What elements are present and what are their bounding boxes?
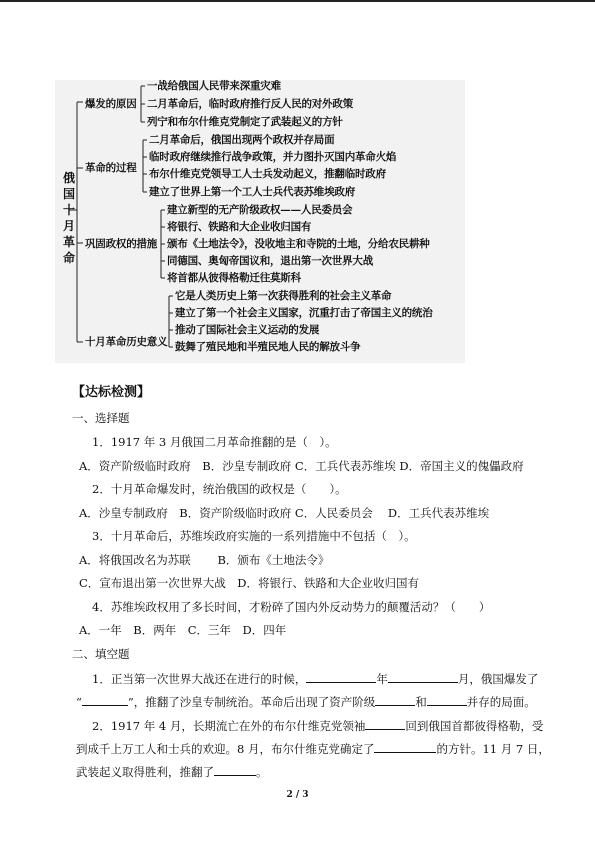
fill-text: 和	[415, 695, 427, 709]
part2-title: 二、填空题	[72, 647, 130, 661]
branch-label-process: 革命的过程	[85, 162, 137, 174]
section-title: 【达标检测】	[72, 385, 151, 400]
fill-text: “	[76, 695, 82, 709]
question-3-options-2: C．宣布退出第一次世界大战 D．将银行、铁路和大企业收归国有	[79, 576, 420, 590]
significance-item: 推动了国际社会主义运动的发展	[175, 324, 320, 336]
question-1-options: A．资产阶级临时政府 B．沙皇专制政府 C．工兵代表苏维埃 D．帝国主义的傀儡政府	[79, 459, 524, 473]
fill-text: 到成千上万工人和士兵的欢迎。8 月，布尔什维克党确定了	[76, 742, 375, 756]
fill-text: 1．正当第一次世界大战还在进行的时候，	[92, 672, 307, 686]
knowledge-diagram	[55, 80, 465, 363]
significance-item: 鼓舞了殖民地和半殖民地人民的解放斗争	[175, 341, 361, 353]
question-3-options-1: A．将俄国改名为苏联 B．颁布《土地法令》	[79, 553, 330, 567]
question-3: 3．十月革命后，苏维埃政府实施的一系列措施中不包括（ ）。	[92, 529, 416, 543]
process-item: 布尔什维克党领导工人士兵发动起义，推翻临时政府	[149, 168, 386, 180]
measure-item: 建立新型的无产阶级政权——人民委员会	[167, 204, 353, 216]
significance-item: 建立了第一个社会主义国家，沉重打击了帝国主义的统治	[175, 307, 433, 319]
answer-blank[interactable]	[427, 694, 467, 706]
branch-label-measures: 巩固政权的措施	[85, 238, 158, 250]
fill-question-2-line-1	[92, 718, 543, 733]
answer-blank[interactable]	[388, 671, 458, 683]
question-4-options: A．一年 B．两年 C．三年 D．四年	[79, 623, 287, 637]
answer-blank[interactable]	[375, 694, 415, 706]
page-number: 2 / 3	[286, 790, 309, 800]
fill-question-1-line-2	[76, 694, 536, 709]
fill-text: 年	[376, 672, 388, 686]
measure-item: 将首都从彼得格勒迁往莫斯科	[167, 272, 301, 284]
branch-label-significance: 十月革命历史意义	[85, 336, 168, 348]
answer-blank[interactable]	[306, 671, 376, 683]
top-rule	[0, 0, 595, 2]
question-1: 1．1917 年 3 月俄国二月革命推翻的是（ ）。	[92, 435, 337, 449]
question-2-options: A．沙皇专制政府 B．资产阶级临时政府 C．人民委员会 D．工兵代表苏维埃	[79, 506, 490, 520]
part1-title: 一、选择题	[72, 411, 130, 425]
fill-question-2-line-3	[76, 764, 268, 779]
fill-text: 月，俄国爆发了	[457, 672, 539, 686]
process-item: 二月革命后，俄国出现两个政权并存局面	[149, 134, 335, 146]
fill-text: 。	[256, 765, 268, 779]
cause-item: 一战给俄国人民带来深重灾难	[147, 80, 281, 92]
cause-item: 二月革命后，临时政府推行反人民的对外政策	[147, 98, 353, 110]
fill-text: 回到俄国首都彼得格勒，受	[405, 719, 544, 733]
fill-question-2-line-2	[76, 741, 550, 756]
process-item: 建立了世界上第一个工人士兵代表苏维埃政府	[149, 186, 355, 198]
branch-label-causes: 爆发的原因	[85, 98, 137, 110]
answer-blank[interactable]	[214, 764, 256, 776]
measure-item: 同德国、奥匈帝国议和，退出第一次世界大战	[167, 255, 373, 267]
answer-blank[interactable]	[82, 694, 128, 706]
question-2: 2．十月革命爆发时，统治俄国的政权是（ ）。	[92, 482, 347, 496]
fill-text: ”，推翻了沙皇专制统治。革命后出现了资产阶级	[127, 695, 376, 709]
measure-item: 颁布《土地法令》，没收地主和寺院的土地，分给农民耕种	[167, 238, 430, 250]
process-item: 临时政府继续推行战争政策，并力图扑灭国内革命火焰	[149, 151, 397, 163]
diagram-root: 俄国十月革命	[63, 171, 76, 265]
fill-question-1-line-1	[92, 671, 538, 686]
fill-text: 并存的局面。	[466, 695, 536, 709]
question-4: 4．苏维埃政权用了多长时间，才粉碎了国内外反动势力的颠覆活动？（ ）	[92, 600, 491, 614]
fill-text: 武装起义取得胜利，推翻了	[76, 765, 214, 779]
answer-blank[interactable]	[374, 741, 436, 753]
fill-text: 的方针。11 月 7 日，	[436, 742, 550, 756]
cause-item: 列宁和布尔什维克党制定了武装起义的方针	[147, 116, 343, 128]
significance-item: 它是人类历史上第一次获得胜利的社会主义革命	[175, 290, 392, 302]
measure-item: 将银行、铁路和大企业收归国有	[167, 221, 312, 233]
answer-blank[interactable]	[365, 718, 405, 730]
fill-text: 2．1917 年 4 月，长期流亡在外的布尔什维克党领袖	[92, 719, 366, 733]
